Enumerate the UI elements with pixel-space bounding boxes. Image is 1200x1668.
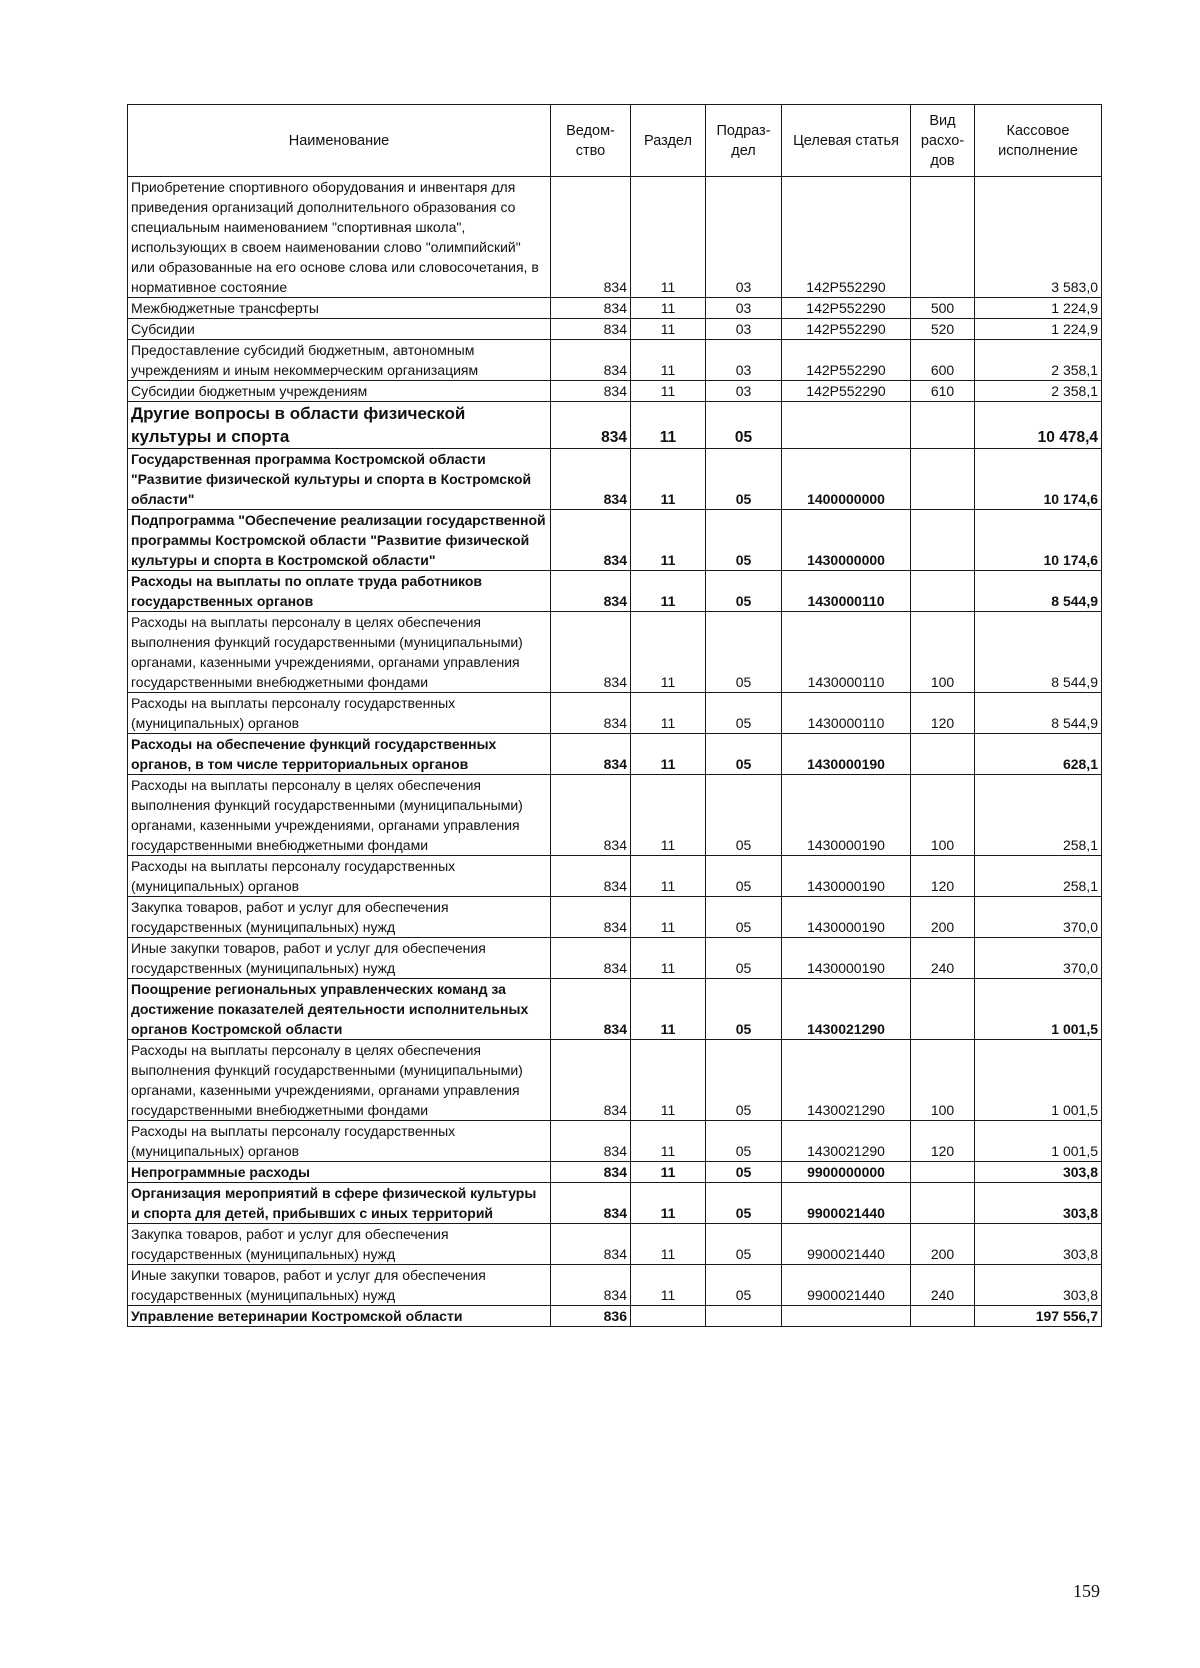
cell-cash-execution: 10 478,4 — [975, 402, 1102, 449]
cell-vedomstvo: 834 — [551, 856, 631, 897]
cell-expense-type: 200 — [911, 1224, 975, 1265]
cell-target-article: 1430021290 — [782, 979, 911, 1040]
cell-target-article: 142P552290 — [782, 319, 911, 340]
cell-name: Расходы на выплаты персоналу государственных (муниципальных) органов — [128, 693, 551, 734]
cell-target-article: 1430000190 — [782, 775, 911, 856]
table-row — [128, 177, 1102, 298]
cell-podrazdel: 03 — [706, 340, 782, 381]
cell-podrazdel: 05 — [706, 938, 782, 979]
table-row — [128, 938, 1102, 979]
cell-name: Субсидии — [128, 319, 551, 340]
cell-expense-type: 520 — [911, 319, 975, 340]
cell-cash-execution: 10 174,6 — [975, 510, 1102, 571]
cell-razdel: 11 — [631, 319, 706, 340]
cell-vedomstvo: 834 — [551, 402, 631, 449]
table-row — [128, 1040, 1102, 1121]
cell-vedomstvo: 834 — [551, 1224, 631, 1265]
cell-target-article: 1430000110 — [782, 571, 911, 612]
cell-razdel: 11 — [631, 1183, 706, 1224]
cell-name: Расходы на выплаты персоналу государственных (муниципальных) органов — [128, 1121, 551, 1162]
cell-podrazdel: 05 — [706, 1040, 782, 1121]
cell-razdel: 11 — [631, 775, 706, 856]
cell-cash-execution: 303,8 — [975, 1162, 1102, 1183]
cell-podrazdel: 05 — [706, 979, 782, 1040]
cell-vedomstvo: 834 — [551, 381, 631, 402]
table-row — [128, 1224, 1102, 1265]
cell-cash-execution: 303,8 — [975, 1224, 1102, 1265]
cell-razdel: 11 — [631, 449, 706, 510]
cell-podrazdel: 05 — [706, 1162, 782, 1183]
cell-razdel: 11 — [631, 571, 706, 612]
cell-name: Межбюджетные трансферты — [128, 298, 551, 319]
cell-cash-execution: 8 544,9 — [975, 612, 1102, 693]
cell-name: Субсидии бюджетным учреждениям — [128, 381, 551, 402]
cell-target-article: 1430000000 — [782, 510, 911, 571]
cell-podrazdel: 05 — [706, 1265, 782, 1306]
header-vedomstvo: Ведом-ство — [551, 105, 631, 177]
cell-razdel: 11 — [631, 1224, 706, 1265]
cell-podrazdel: 05 — [706, 734, 782, 775]
cell-cash-execution: 303,8 — [975, 1183, 1102, 1224]
cell-expense-type: 100 — [911, 612, 975, 693]
cell-target-article: 9900000000 — [782, 1162, 911, 1183]
cell-razdel — [631, 1306, 706, 1327]
cell-podrazdel: 03 — [706, 177, 782, 298]
cell-name: Расходы на выплаты персоналу в целях обеспечения выполнения функций государственными (муниципальными) органами, казенными учреждениями, органами управления государственными внебюджетными фондами — [128, 775, 551, 856]
cell-vedomstvo: 834 — [551, 897, 631, 938]
table-header-row — [128, 105, 1102, 177]
cell-podrazdel: 05 — [706, 897, 782, 938]
cell-cash-execution: 2 358,1 — [975, 340, 1102, 381]
cell-target-article — [782, 1306, 911, 1327]
table-row — [128, 1162, 1102, 1183]
cell-expense-type: 200 — [911, 897, 975, 938]
cell-vedomstvo: 834 — [551, 938, 631, 979]
cell-vedomstvo: 834 — [551, 340, 631, 381]
cell-vedomstvo: 834 — [551, 319, 631, 340]
cell-vedomstvo: 834 — [551, 979, 631, 1040]
cell-target-article: 1430000190 — [782, 897, 911, 938]
cell-name: Иные закупки товаров, работ и услуг для обеспечения государственных (муниципальных) нужд — [128, 1265, 551, 1306]
cell-expense-type — [911, 734, 975, 775]
table-row — [128, 381, 1102, 402]
table-row — [128, 319, 1102, 340]
table-body — [128, 177, 1102, 1327]
cell-vedomstvo: 834 — [551, 612, 631, 693]
header-razdel: Раздел — [631, 105, 706, 177]
cell-expense-type — [911, 1183, 975, 1224]
cell-cash-execution: 197 556,7 — [975, 1306, 1102, 1327]
cell-cash-execution: 258,1 — [975, 775, 1102, 856]
cell-cash-execution: 10 174,6 — [975, 449, 1102, 510]
cell-target-article: 1430000190 — [782, 856, 911, 897]
cell-target-article: 9900021440 — [782, 1224, 911, 1265]
cell-target-article: 142P552290 — [782, 177, 911, 298]
cell-expense-type: 240 — [911, 938, 975, 979]
cell-vedomstvo: 834 — [551, 693, 631, 734]
cell-name: Приобретение спортивного оборудования и инвентаря для приведения организаций дополнительного образования со специальным наименованием "спортивная школа", использующих в своем наименовании слово "олимпийский" или образованные на его основе слова или словосочетания, в нормативное состояние — [128, 177, 551, 298]
cell-podrazdel: 05 — [706, 612, 782, 693]
cell-vedomstvo: 834 — [551, 1265, 631, 1306]
header-name: Наименование — [128, 105, 551, 177]
cell-podrazdel: 03 — [706, 381, 782, 402]
cell-target-article: 1430021290 — [782, 1121, 911, 1162]
cell-cash-execution: 2 358,1 — [975, 381, 1102, 402]
cell-podrazdel — [706, 1306, 782, 1327]
cell-razdel: 11 — [631, 402, 706, 449]
page-number: 159 — [1073, 1581, 1100, 1601]
cell-cash-execution: 370,0 — [975, 897, 1102, 938]
header-podrazdel: Подраз-дел — [706, 105, 782, 177]
cell-razdel: 11 — [631, 856, 706, 897]
cell-name: Расходы на обеспечение функций государственных органов, в том числе территориальных органов — [128, 734, 551, 775]
cell-target-article: 1430000190 — [782, 938, 911, 979]
cell-name: Расходы на выплаты персоналу в целях обеспечения выполнения функций государственными (муниципальными) органами, казенными учреждениями, органами управления государственными внебюджетными фондами — [128, 1040, 551, 1121]
cell-vedomstvo: 834 — [551, 571, 631, 612]
cell-name: Другие вопросы в области физической культуры и спорта — [128, 402, 551, 449]
cell-expense-type: 100 — [911, 775, 975, 856]
table-row — [128, 856, 1102, 897]
cell-razdel: 11 — [631, 734, 706, 775]
table-row — [128, 1183, 1102, 1224]
cell-podrazdel: 05 — [706, 775, 782, 856]
cell-expense-type: 100 — [911, 1040, 975, 1121]
table-row — [128, 298, 1102, 319]
cell-expense-type — [911, 1306, 975, 1327]
cell-podrazdel: 05 — [706, 402, 782, 449]
cell-vedomstvo: 834 — [551, 510, 631, 571]
cell-expense-type — [911, 571, 975, 612]
cell-target-article: 142P552290 — [782, 340, 911, 381]
header-target-article: Целевая статья — [782, 105, 911, 177]
cell-target-article: 142P552290 — [782, 381, 911, 402]
cell-name: Расходы на выплаты персоналу в целях обеспечения выполнения функций государственными (муниципальными) органами, казенными учреждениями, органами управления государственными внебюджетными фондами — [128, 612, 551, 693]
table-row — [128, 340, 1102, 381]
cell-expense-type: 500 — [911, 298, 975, 319]
table-row — [128, 571, 1102, 612]
cell-name: Иные закупки товаров, работ и услуг для обеспечения государственных (муниципальных) нужд — [128, 938, 551, 979]
table-row — [128, 734, 1102, 775]
cell-razdel: 11 — [631, 1040, 706, 1121]
cell-razdel: 11 — [631, 298, 706, 319]
cell-name: Расходы на выплаты персоналу государственных (муниципальных) органов — [128, 856, 551, 897]
cell-name: Предоставление субсидий бюджетным, автономным учреждениям и иным некоммерческим организациям — [128, 340, 551, 381]
cell-cash-execution: 3 583,0 — [975, 177, 1102, 298]
cell-name: Поощрение региональных управленческих команд за достижение показателей деятельности исполнительных органов Костромской области — [128, 979, 551, 1040]
cell-razdel: 11 — [631, 340, 706, 381]
table-row — [128, 1121, 1102, 1162]
cell-name: Государственная программа Костромской области "Развитие физической культуры и спорта в Костромской области" — [128, 449, 551, 510]
cell-expense-type: 600 — [911, 340, 975, 381]
cell-expense-type: 240 — [911, 1265, 975, 1306]
budget-execution-table — [127, 104, 1102, 1327]
cell-razdel: 11 — [631, 1121, 706, 1162]
table-row — [128, 449, 1102, 510]
cell-razdel: 11 — [631, 381, 706, 402]
cell-cash-execution: 370,0 — [975, 938, 1102, 979]
cell-name: Организация мероприятий в сфере физической культуры и спорта для детей, прибывших с иных территорий — [128, 1183, 551, 1224]
table-row — [128, 897, 1102, 938]
cell-razdel: 11 — [631, 979, 706, 1040]
cell-vedomstvo: 836 — [551, 1306, 631, 1327]
cell-razdel: 11 — [631, 1265, 706, 1306]
cell-target-article: 9900021440 — [782, 1183, 911, 1224]
cell-razdel: 11 — [631, 938, 706, 979]
cell-name: Подпрограмма "Обеспечение реализации государственной программы Костромской области "Развитие физической культуры и спорта в Костромской области" — [128, 510, 551, 571]
cell-vedomstvo: 834 — [551, 1121, 631, 1162]
cell-cash-execution: 628,1 — [975, 734, 1102, 775]
table-row — [128, 693, 1102, 734]
cell-name: Закупка товаров, работ и услуг для обеспечения государственных (муниципальных) нужд — [128, 897, 551, 938]
table-row — [128, 979, 1102, 1040]
cell-target-article: 1430000190 — [782, 734, 911, 775]
cell-cash-execution: 1 224,9 — [975, 298, 1102, 319]
cell-cash-execution: 1 001,5 — [975, 1121, 1102, 1162]
table-row — [128, 775, 1102, 856]
cell-podrazdel: 05 — [706, 449, 782, 510]
cell-podrazdel: 05 — [706, 510, 782, 571]
cell-cash-execution: 8 544,9 — [975, 571, 1102, 612]
cell-expense-type — [911, 1162, 975, 1183]
cell-razdel: 11 — [631, 177, 706, 298]
header-cash-execution: Кассовое исполнение — [975, 105, 1102, 177]
cell-target-article: 1430000110 — [782, 693, 911, 734]
cell-podrazdel: 05 — [706, 1183, 782, 1224]
cell-expense-type — [911, 449, 975, 510]
cell-target-article: 1430021290 — [782, 1040, 911, 1121]
cell-target-article — [782, 402, 911, 449]
cell-podrazdel: 05 — [706, 571, 782, 612]
cell-vedomstvo: 834 — [551, 1183, 631, 1224]
cell-razdel: 11 — [631, 693, 706, 734]
cell-cash-execution: 1 001,5 — [975, 979, 1102, 1040]
cell-razdel: 11 — [631, 510, 706, 571]
cell-expense-type — [911, 979, 975, 1040]
cell-vedomstvo: 834 — [551, 177, 631, 298]
table-row — [128, 402, 1102, 449]
cell-expense-type: 610 — [911, 381, 975, 402]
cell-podrazdel: 05 — [706, 693, 782, 734]
cell-razdel: 11 — [631, 897, 706, 938]
cell-cash-execution: 8 544,9 — [975, 693, 1102, 734]
cell-name: Управление ветеринарии Костромской области — [128, 1306, 551, 1327]
cell-expense-type — [911, 510, 975, 571]
cell-expense-type — [911, 177, 975, 298]
cell-vedomstvo: 834 — [551, 298, 631, 319]
cell-vedomstvo: 834 — [551, 1040, 631, 1121]
cell-podrazdel: 05 — [706, 1121, 782, 1162]
table-row — [128, 1265, 1102, 1306]
cell-cash-execution: 258,1 — [975, 856, 1102, 897]
cell-expense-type: 120 — [911, 693, 975, 734]
cell-vedomstvo: 834 — [551, 449, 631, 510]
cell-podrazdel: 05 — [706, 856, 782, 897]
table-row — [128, 1306, 1102, 1327]
cell-vedomstvo: 834 — [551, 734, 631, 775]
cell-name: Закупка товаров, работ и услуг для обеспечения государственных (муниципальных) нужд — [128, 1224, 551, 1265]
cell-vedomstvo: 834 — [551, 775, 631, 856]
cell-vedomstvo: 834 — [551, 1162, 631, 1183]
cell-target-article: 1400000000 — [782, 449, 911, 510]
cell-razdel: 11 — [631, 612, 706, 693]
cell-expense-type — [911, 402, 975, 449]
cell-cash-execution: 1 001,5 — [975, 1040, 1102, 1121]
cell-expense-type: 120 — [911, 1121, 975, 1162]
cell-name: Расходы на выплаты по оплате труда работников государственных органов — [128, 571, 551, 612]
cell-target-article: 9900021440 — [782, 1265, 911, 1306]
cell-name: Непрограммные расходы — [128, 1162, 551, 1183]
header-expense-type: Вид расхо-дов — [911, 105, 975, 177]
cell-target-article: 1430000110 — [782, 612, 911, 693]
cell-razdel: 11 — [631, 1162, 706, 1183]
cell-podrazdel: 03 — [706, 298, 782, 319]
table-row — [128, 612, 1102, 693]
table-row — [128, 510, 1102, 571]
cell-cash-execution: 1 224,9 — [975, 319, 1102, 340]
cell-target-article: 142P552290 — [782, 298, 911, 319]
cell-podrazdel: 05 — [706, 1224, 782, 1265]
cell-cash-execution: 303,8 — [975, 1265, 1102, 1306]
cell-expense-type: 120 — [911, 856, 975, 897]
cell-podrazdel: 03 — [706, 319, 782, 340]
